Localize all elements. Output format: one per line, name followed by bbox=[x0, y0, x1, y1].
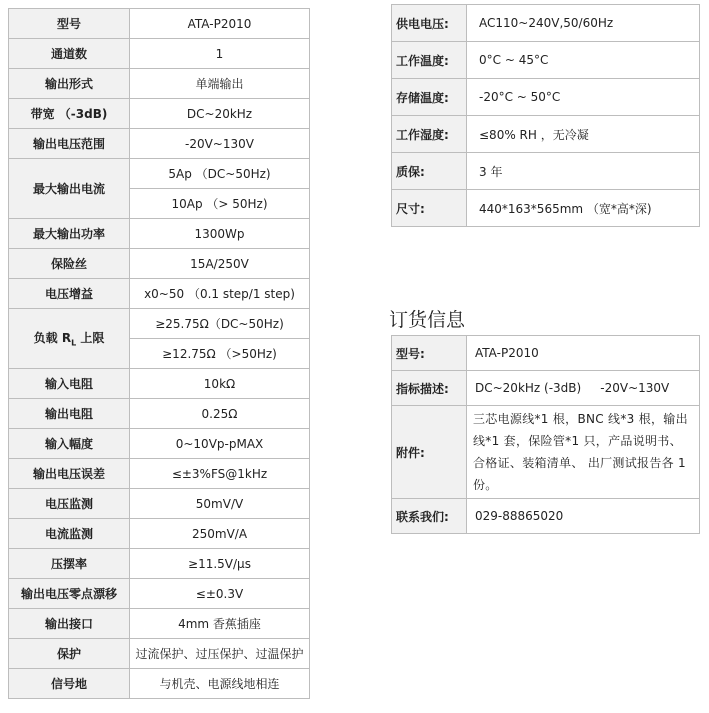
output-port-value: 4mm 香蕉插座 bbox=[130, 609, 310, 639]
voltage-range-label: 输出电压范围 bbox=[9, 129, 130, 159]
load-limit-subscript: L bbox=[71, 338, 77, 348]
load-limit-label-tail: 上限 bbox=[76, 331, 105, 346]
voltage-error-value: ≤±3%FS@1kHz bbox=[130, 459, 310, 489]
storage-temp-value: -20°C ~ 50°C bbox=[467, 79, 700, 116]
order-model-value: ATA-P2010 bbox=[467, 336, 700, 371]
current-monitor-label: 电流监测 bbox=[9, 519, 130, 549]
zero-drift-value: ≤±0.3V bbox=[130, 579, 310, 609]
load-limit-label bbox=[9, 309, 130, 369]
load-limit-value-1: ≥25.75Ω（DC~50Hz) bbox=[130, 309, 310, 339]
table-row bbox=[9, 399, 310, 429]
bandwidth-label: 带宽 （-3dB) bbox=[9, 99, 130, 129]
table-row bbox=[9, 369, 310, 399]
table-row bbox=[9, 129, 310, 159]
warranty-label: 质保: bbox=[392, 153, 467, 190]
table-row bbox=[392, 499, 700, 534]
operating-temp-value: 0°C ~ 45°C bbox=[467, 42, 700, 79]
output-form-value: 单端输出 bbox=[130, 69, 310, 99]
table-row bbox=[9, 159, 310, 189]
dimensions-label: 尺寸: bbox=[392, 190, 467, 227]
model-label: 型号 bbox=[9, 9, 130, 39]
slew-rate-value: ≥11.5V/μs bbox=[130, 549, 310, 579]
load-limit-label-text: 负载 R bbox=[33, 331, 72, 346]
spec-description-label: 指标描述: bbox=[392, 371, 467, 406]
dimensions-value: 440*163*565mm （宽*高*深) bbox=[467, 190, 700, 227]
output-impedance-value: 0.25Ω bbox=[130, 399, 310, 429]
table-row bbox=[9, 639, 310, 669]
slew-rate-label: 压摆率 bbox=[9, 549, 130, 579]
table-row bbox=[9, 99, 310, 129]
current-monitor-value: 250mV/A bbox=[130, 519, 310, 549]
table-row bbox=[9, 669, 310, 699]
channels-label: 通道数 bbox=[9, 39, 130, 69]
signal-ground-value: 与机壳、电源线地相连 bbox=[130, 669, 310, 699]
operating-temp-label: 工作温度: bbox=[392, 42, 467, 79]
voltage-monitor-value: 50mV/V bbox=[130, 489, 310, 519]
table-row bbox=[392, 406, 700, 499]
order-info-table bbox=[391, 335, 700, 534]
table-row bbox=[392, 371, 700, 406]
protection-value: 过流保护、过压保护、过温保护 bbox=[130, 639, 310, 669]
voltage-gain-label: 电压增益 bbox=[9, 279, 130, 309]
contact-label: 联系我们: bbox=[392, 499, 467, 534]
table-row bbox=[392, 5, 700, 42]
warranty-value: 3 年 bbox=[467, 153, 700, 190]
max-current-value-2: 10Ap （> 50Hz) bbox=[130, 189, 310, 219]
input-amplitude-label: 输入幅度 bbox=[9, 429, 130, 459]
table-row bbox=[392, 153, 700, 190]
voltage-monitor-label: 电压监测 bbox=[9, 489, 130, 519]
table-row bbox=[392, 116, 700, 153]
contact-value: 029-88865020 bbox=[467, 499, 700, 534]
power-supply-label: 供电电压: bbox=[392, 5, 467, 42]
channels-value: 1 bbox=[130, 39, 310, 69]
table-row bbox=[392, 79, 700, 116]
operating-humidity-label: 工作湿度: bbox=[392, 116, 467, 153]
accessories-label: 附件: bbox=[392, 406, 467, 499]
storage-temp-label: 存储温度: bbox=[392, 79, 467, 116]
table-row bbox=[392, 42, 700, 79]
model-value: ATA-P2010 bbox=[130, 9, 310, 39]
table-row bbox=[392, 190, 700, 227]
max-power-label: 最大输出功率 bbox=[9, 219, 130, 249]
accessories-value: 三芯电源线*1 根，BNC 线*3 根，输出线*1 套，保险管*1 只，产品说明书、合格证、装箱清单、 出厂测试报告各 1 份。 bbox=[467, 406, 700, 499]
output-impedance-label: 输出电阻 bbox=[9, 399, 130, 429]
spec-table-right bbox=[391, 4, 700, 227]
output-form-label: 输出形式 bbox=[9, 69, 130, 99]
order-section-title: 订货信息 bbox=[389, 309, 466, 331]
protection-label: 保护 bbox=[9, 639, 130, 669]
voltage-error-label: 输出电压误差 bbox=[9, 459, 130, 489]
table-row bbox=[9, 249, 310, 279]
max-current-value-1: 5Ap （DC~50Hz) bbox=[130, 159, 310, 189]
spec-description-value: DC~20kHz (-3dB) -20V~130V bbox=[467, 371, 700, 406]
table-row bbox=[392, 336, 700, 371]
table-row bbox=[9, 519, 310, 549]
table-row bbox=[9, 69, 310, 99]
input-impedance-value: 10kΩ bbox=[130, 369, 310, 399]
input-impedance-label: 输入电阻 bbox=[9, 369, 130, 399]
table-row bbox=[9, 279, 310, 309]
bandwidth-value: DC~20kHz bbox=[130, 99, 310, 129]
voltage-gain-value: x0~50 （0.1 step/1 step) bbox=[130, 279, 310, 309]
table-row bbox=[9, 309, 310, 339]
table-row bbox=[9, 39, 310, 69]
table-row bbox=[9, 579, 310, 609]
operating-humidity-value: ≤80% RH ，无冷凝 bbox=[467, 116, 700, 153]
load-limit-value-2: ≥12.75Ω （>50Hz) bbox=[130, 339, 310, 369]
table-row bbox=[9, 429, 310, 459]
power-supply-value: AC110~240V,50/60Hz bbox=[467, 5, 700, 42]
table-row bbox=[9, 219, 310, 249]
fuse-value: 15A/250V bbox=[130, 249, 310, 279]
input-amplitude-value: 0~10Vp-pMAX bbox=[130, 429, 310, 459]
signal-ground-label: 信号地 bbox=[9, 669, 130, 699]
max-current-label: 最大输出电流 bbox=[9, 159, 130, 219]
max-power-value: 1300Wp bbox=[130, 219, 310, 249]
order-model-label: 型号: bbox=[392, 336, 467, 371]
fuse-label: 保险丝 bbox=[9, 249, 130, 279]
table-row bbox=[9, 489, 310, 519]
voltage-range-value: -20V~130V bbox=[130, 129, 310, 159]
table-row bbox=[9, 9, 310, 39]
zero-drift-label: 输出电压零点漂移 bbox=[9, 579, 130, 609]
spec-table-left bbox=[8, 8, 310, 699]
table-row bbox=[9, 459, 310, 489]
table-row bbox=[9, 549, 310, 579]
output-port-label: 输出接口 bbox=[9, 609, 130, 639]
table-row bbox=[9, 609, 310, 639]
